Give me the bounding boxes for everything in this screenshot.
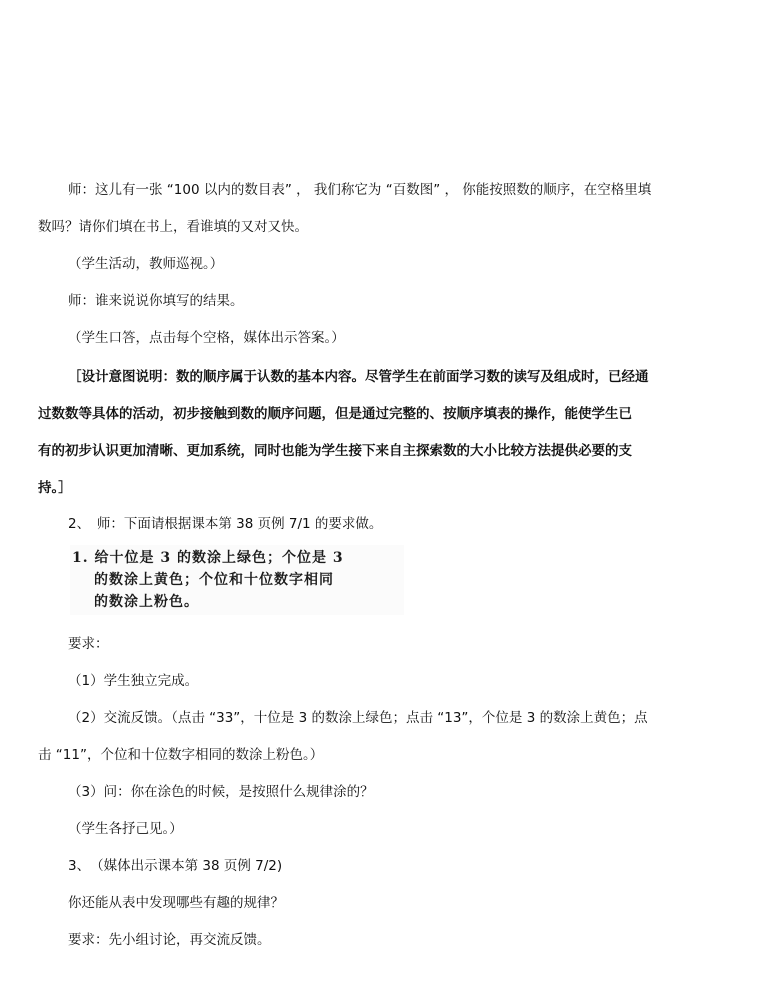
requirement-item-2-line-1: （2）交流反馈。（点击 “33”，十位是 3 的数涂上绿色；点击 “13”，个位是 3 的数涂上黄色；点 (68, 710, 648, 726)
example-line-1: 1. 给十位是 3 的数涂上绿色；个位是 3 (72, 550, 344, 566)
design-note-line-4: 持。］ (38, 480, 72, 496)
design-note-line-1: ［设计意图说明：数的顺序属于认数的基本内容。尽管学生在前面学习数的读写及组成时，已经通 (68, 369, 649, 385)
design-note-line-2: 过数数等具体的活动，初步接触到数的顺序问题，但是通过完整的、按顺序填表的操作，能使学生已 (38, 406, 632, 422)
rules-question: 你还能从表中发现哪些有趣的规律？ (68, 895, 284, 911)
student-opinions: （学生各抒己见。） (68, 821, 183, 837)
requirement-label: 要求： (68, 636, 109, 652)
requirement-item-2-line-2: 击 “11”，个位和十位数字相同的数涂上粉色。） (38, 747, 324, 763)
design-note-line-3: 有的初步认识更加清晰、更加系统，同时也能为学生接下来自主探索数的大小比较方法提供必要的支 (38, 443, 632, 459)
requirement-item-3: （3）问：你在涂色的时候，是按照什么规律涂的？ (68, 784, 374, 800)
example-line-3: 的数涂上粉色。 (94, 594, 199, 610)
textbook-example-image (70, 545, 404, 615)
group-discussion-requirement: 要求：先小组讨论，再交流反馈。 (68, 932, 271, 948)
paragraph-student-activity: （学生活动，教师巡视。） (68, 256, 224, 272)
requirement-item-1: （1）学生独立完成。 (68, 673, 199, 689)
paragraph-student-answer: （学生口答，点击每个空格，媒体出示答案。） (68, 330, 345, 346)
paragraph-intro-line-1: 师：这儿有一张 “100 以内的数目表” ， 我们称它为 “百数图” ， 你能按照数的顺序，在空格里填 (68, 182, 652, 198)
paragraph-teacher-question: 师：谁来说说你填写的结果。 (68, 293, 244, 309)
section-2-heading: 2、 师：下面请根据课本第 38 页例 7/1 的要求做。 (68, 516, 383, 532)
section-3-heading: 3、 （媒体出示课本第 38 页例 7/2) (68, 858, 283, 874)
example-line-2: 的数涂上黄色；个位和十位数字相同 (94, 572, 334, 588)
paragraph-intro-line-2: 数吗？请你们填在书上，看谁填的又对又快。 (38, 219, 308, 235)
